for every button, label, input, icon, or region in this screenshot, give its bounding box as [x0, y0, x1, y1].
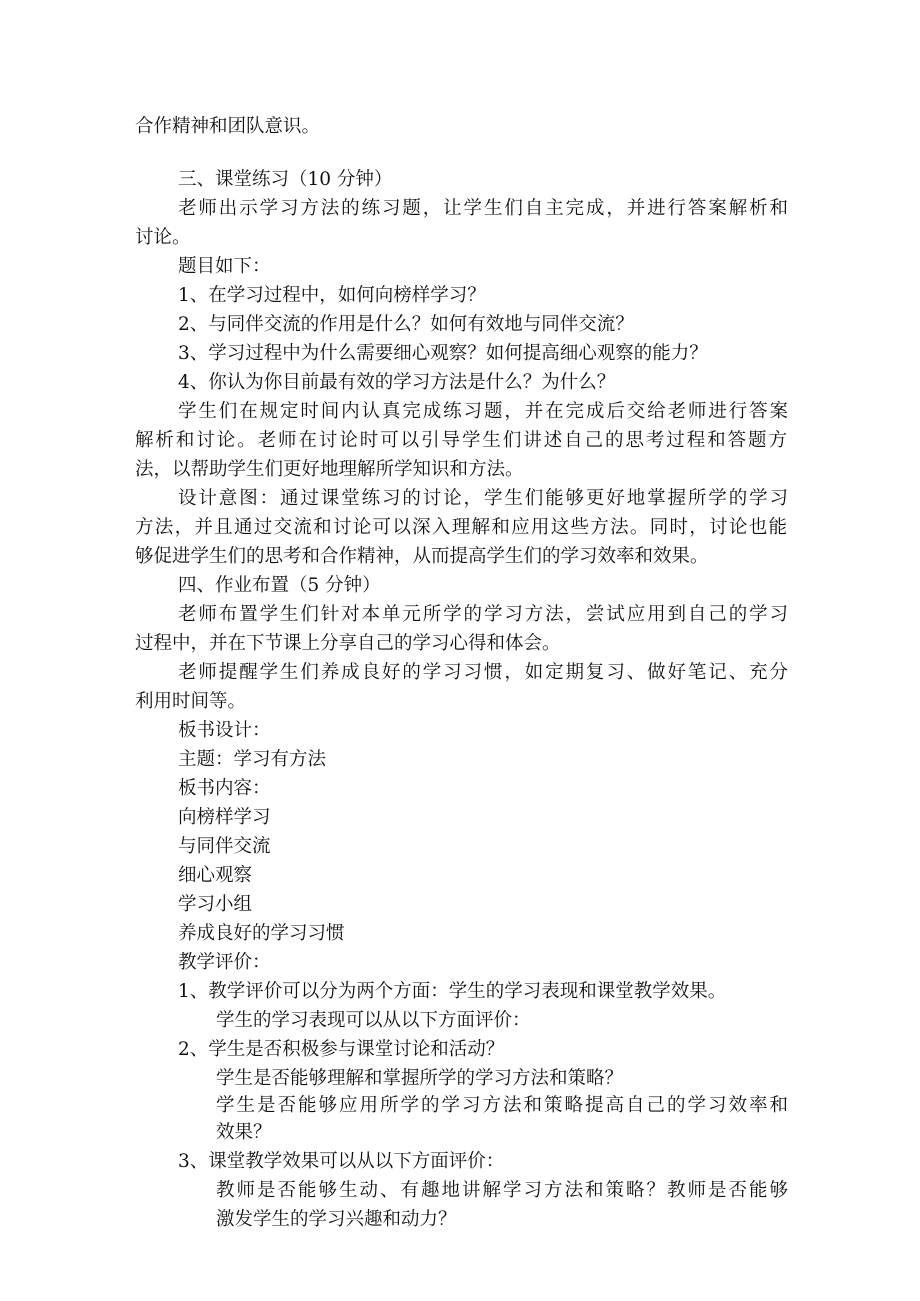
board-item: 养成良好的学习习惯: [178, 923, 345, 944]
evaluation-label: 教学评价：: [178, 952, 271, 973]
question-item: 1、在学习过程中，如何向榜样学习？: [178, 285, 486, 306]
section-4-heading: 四、作业布置（5 分钟）: [178, 575, 381, 596]
board-label: 板书设计：: [178, 720, 271, 741]
section-3-intro-line-2: 讨论。: [135, 227, 191, 248]
intent-line: 方法，并且通过交流和讨论可以深入理解和应用这些方法。同时，讨论也能: [135, 517, 787, 538]
habit-line: 老师提醒学生们养成良好的学习习惯，如定期复习、做好笔记、充分: [178, 662, 788, 683]
carryover-line: 合作精神和团队意识。: [135, 116, 321, 137]
board-theme: 主题：学习有方法: [178, 749, 327, 770]
board-item: 与同伴交流: [178, 836, 271, 857]
board-item: 向榜样学习: [178, 807, 271, 828]
evaluation-item-2: 2、学生是否积极参与课堂讨论和活动？: [178, 1039, 505, 1060]
process-line: 学生们在规定时间内认真完成练习题，并在完成后交给老师进行答案: [178, 401, 788, 422]
question-item: 2、与同伴交流的作用是什么？如何有效地与同伴交流？: [178, 314, 634, 335]
evaluation-item-3: 3、课堂教学效果可以从以下方面评价：: [178, 1151, 505, 1172]
habit-line: 利用时间等。: [135, 691, 247, 712]
process-line: 法，以帮助学生们更好地理解所学知识和方法。: [135, 459, 524, 480]
board-item: 学习小组: [178, 894, 253, 915]
evaluation-item-2-sub: 效果？: [216, 1122, 272, 1143]
evaluation-item-1: 1、教学评价可以分为两个方面：学生的学习表现和课堂教学效果。: [178, 981, 727, 1002]
evaluation-item-3-sub: 激发学生的学习兴趣和动力？: [216, 1209, 457, 1230]
question-item: 3、学习过程中为什么需要细心观察？如何提高细心观察的能力？: [178, 343, 708, 364]
evaluation-item-3-sub: 教师是否能够生动、有趣地讲解学习方法和策略？教师是否能够: [216, 1180, 788, 1201]
section-3-intro-line-1: 老师出示学习方法的练习题，让学生们自主完成，并进行答案解析和: [178, 198, 788, 219]
section-3-heading: 三、课堂练习（10 分钟）: [178, 169, 393, 190]
evaluation-item-2-sub: 学生是否能够理解和掌握所学的学习方法和策略？: [216, 1068, 624, 1089]
question-item: 4、你认为你目前最有效的学习方法是什么？为什么？: [178, 372, 616, 393]
evaluation-item-1-sub: 学生的学习表现可以从以下方面评价：: [216, 1010, 531, 1031]
process-line: 解析和讨论。老师在讨论时可以引导学生们讲述自己的思考过程和答题方: [135, 430, 787, 451]
questions-label: 题目如下：: [178, 256, 271, 277]
evaluation-item-2-sub: 学生是否能够应用所学的学习方法和策略提高自己的学习效率和: [216, 1095, 788, 1116]
intent-line: 设计意图：通过课堂练习的讨论，学生们能够更好地掌握所学的学习: [178, 488, 788, 509]
board-content-label: 板书内容：: [178, 778, 271, 799]
board-item: 细心观察: [178, 865, 253, 886]
homework-line: 老师布置学生们针对本单元所学的学习方法，尝试应用到自己的学习: [178, 604, 788, 625]
homework-line: 过程中，并在下节课上分享自己的学习心得和体会。: [135, 633, 561, 654]
intent-line: 够促进学生们的思考和合作精神，从而提高学生们的学习效率和效果。: [135, 546, 709, 567]
